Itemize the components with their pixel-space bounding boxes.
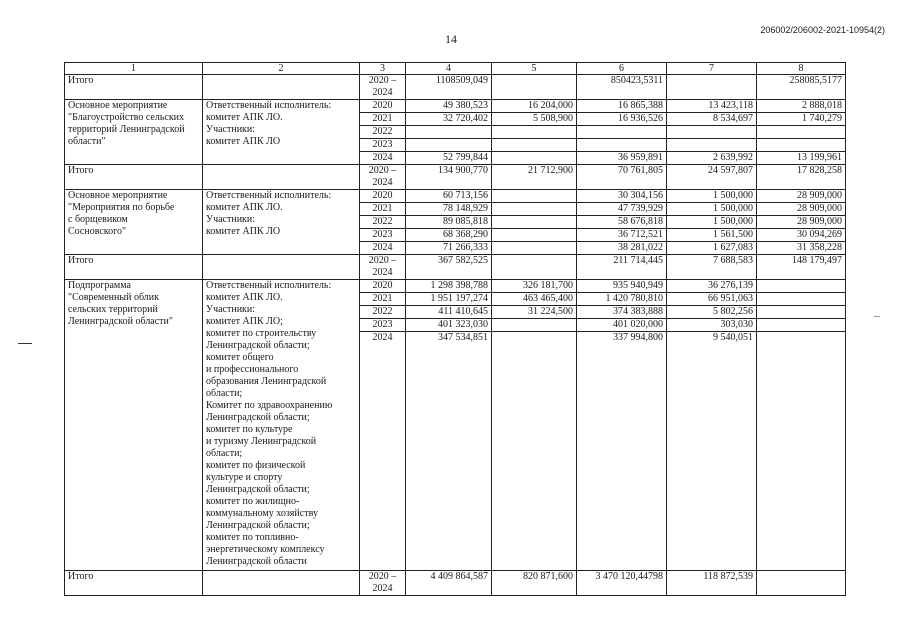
value-cell: 38 281,022 <box>577 242 667 255</box>
value-cell: 367 582,525 <box>406 255 492 280</box>
value-cell: 36 959,891 <box>577 152 667 165</box>
value-cell <box>577 126 667 139</box>
value-cell: 2 639,992 <box>667 152 757 165</box>
table-row <box>65 75 846 100</box>
margin-mark <box>18 343 32 344</box>
year-cell: 2021 <box>360 203 406 216</box>
document-code: 206002/206002-2021-10954(2) <box>760 25 885 35</box>
col-header: 2 <box>203 63 360 75</box>
year-cell: 2023 <box>360 229 406 242</box>
year-cell: 2020 <box>360 280 406 293</box>
value-cell: 68 368,290 <box>406 229 492 242</box>
value-cell <box>577 139 667 152</box>
value-cell: 401 020,000 <box>577 319 667 332</box>
value-cell <box>667 139 757 152</box>
year-cell: 2020 <box>360 190 406 203</box>
value-cell <box>492 139 577 152</box>
row-label: Итого <box>65 255 203 280</box>
value-cell: 21 712,900 <box>492 165 577 190</box>
value-cell: 47 739,929 <box>577 203 667 216</box>
margin-mark-right <box>874 316 880 317</box>
value-cell <box>757 571 846 596</box>
value-cell <box>406 126 492 139</box>
row-label: Итого <box>65 165 203 190</box>
value-cell: 9 540,051 <box>667 332 757 571</box>
value-cell <box>492 203 577 216</box>
value-cell: 17 828,258 <box>757 165 846 190</box>
row-label: Итого <box>65 75 203 100</box>
value-cell <box>492 332 577 571</box>
year-cell: 2020 – 2024 <box>360 75 406 100</box>
year-cell: 2020 – 2024 <box>360 255 406 280</box>
value-cell: 31 358,228 <box>757 242 846 255</box>
header-row <box>65 63 846 75</box>
value-cell: 30 094,269 <box>757 229 846 242</box>
year-cell: 2020 – 2024 <box>360 165 406 190</box>
value-cell: 1 298 398,788 <box>406 280 492 293</box>
value-cell: 49 380,523 <box>406 100 492 113</box>
value-cell: 28 909,000 <box>757 203 846 216</box>
value-cell <box>757 332 846 571</box>
responsible-cell <box>203 571 360 596</box>
value-cell: 463 465,400 <box>492 293 577 306</box>
table-row <box>65 280 846 293</box>
value-cell: 16 936,526 <box>577 113 667 126</box>
value-cell <box>492 152 577 165</box>
year-cell: 2024 <box>360 242 406 255</box>
value-cell <box>492 229 577 242</box>
year-cell: 2021 <box>360 113 406 126</box>
page-number: 14 <box>445 32 457 46</box>
value-cell: 60 713,156 <box>406 190 492 203</box>
value-cell <box>492 319 577 332</box>
value-cell: 1 500,000 <box>667 203 757 216</box>
value-cell <box>757 280 846 293</box>
value-cell: 347 534,851 <box>406 332 492 571</box>
value-cell: 935 940,949 <box>577 280 667 293</box>
row-label: Итого <box>65 571 203 596</box>
value-cell: 303,030 <box>667 319 757 332</box>
value-cell <box>492 242 577 255</box>
year-cell: 2022 <box>360 216 406 229</box>
value-cell: 28 909,000 <box>757 216 846 229</box>
value-cell: 66 951,063 <box>667 293 757 306</box>
col-header: 4 <box>406 63 492 75</box>
budget-table <box>64 62 846 596</box>
col-header: 3 <box>360 63 406 75</box>
value-cell <box>492 255 577 280</box>
value-cell: 337 994,800 <box>577 332 667 571</box>
value-cell: 28 909,000 <box>757 190 846 203</box>
table-row <box>65 571 846 596</box>
year-cell: 2020 – 2024 <box>360 571 406 596</box>
value-cell: 211 714,445 <box>577 255 667 280</box>
col-header: 8 <box>757 63 846 75</box>
value-cell: 134 900,770 <box>406 165 492 190</box>
value-cell <box>406 139 492 152</box>
col-header: 5 <box>492 63 577 75</box>
year-cell: 2020 <box>360 100 406 113</box>
value-cell: 70 761,805 <box>577 165 667 190</box>
col-header: 6 <box>577 63 667 75</box>
value-cell: 5 802,256 <box>667 306 757 319</box>
value-cell: 30 304,156 <box>577 190 667 203</box>
value-cell: 16 865,388 <box>577 100 667 113</box>
value-cell: 13 423,118 <box>667 100 757 113</box>
value-cell <box>757 306 846 319</box>
year-cell: 2023 <box>360 319 406 332</box>
value-cell: 1108509,049 <box>406 75 492 100</box>
col-header: 1 <box>65 63 203 75</box>
year-cell: 2024 <box>360 152 406 165</box>
value-cell: 326 181,700 <box>492 280 577 293</box>
value-cell: 1 951 197,274 <box>406 293 492 306</box>
value-cell <box>757 139 846 152</box>
value-cell: 58 676,818 <box>577 216 667 229</box>
responsible-cell: Ответственный исполнитель: комитет АПК ЛО. Участники: комитет АПК ЛО <box>203 190 360 255</box>
value-cell <box>757 293 846 306</box>
value-cell: 7 688,583 <box>667 255 757 280</box>
value-cell: 374 383,888 <box>577 306 667 319</box>
value-cell <box>492 216 577 229</box>
table-row <box>65 255 846 280</box>
value-cell: 13 199,961 <box>757 152 846 165</box>
value-cell: 32 720,402 <box>406 113 492 126</box>
value-cell: 1 420 780,810 <box>577 293 667 306</box>
value-cell <box>757 126 846 139</box>
value-cell: 78 148,929 <box>406 203 492 216</box>
table-row <box>65 190 846 203</box>
value-cell: 401 323,030 <box>406 319 492 332</box>
value-cell <box>667 75 757 100</box>
year-cell: 2021 <box>360 293 406 306</box>
value-cell: 4 409 864,587 <box>406 571 492 596</box>
value-cell: 258085,5177 <box>757 75 846 100</box>
value-cell: 89 085,818 <box>406 216 492 229</box>
value-cell: 1 627,083 <box>667 242 757 255</box>
subprogram-description: Подпрограмма "Современный облик сельских территорий Ленинградской области" <box>65 280 203 571</box>
value-cell: 118 872,539 <box>667 571 757 596</box>
year-cell: 2024 <box>360 332 406 571</box>
table-row <box>65 165 846 190</box>
table-row <box>65 100 846 113</box>
col-header: 7 <box>667 63 757 75</box>
value-cell: 1 740,279 <box>757 113 846 126</box>
value-cell: 1 500,000 <box>667 216 757 229</box>
value-cell: 820 871,600 <box>492 571 577 596</box>
measure-description: Основное мероприятие "Благоустройство сельских территорий Ленинградской области" <box>65 100 203 165</box>
value-cell: 71 266,333 <box>406 242 492 255</box>
year-cell: 2022 <box>360 306 406 319</box>
value-cell: 1 500,000 <box>667 190 757 203</box>
responsible-cell <box>203 165 360 190</box>
value-cell: 24 597,807 <box>667 165 757 190</box>
value-cell: 36 276,139 <box>667 280 757 293</box>
responsible-cell: Ответственный исполнитель: комитет АПК ЛО. Участники: комитет АПК ЛО <box>203 100 360 165</box>
value-cell <box>492 75 577 100</box>
value-cell: 850423,5311 <box>577 75 667 100</box>
value-cell: 31 224,500 <box>492 306 577 319</box>
value-cell: 2 888,018 <box>757 100 846 113</box>
value-cell <box>667 126 757 139</box>
value-cell: 8 534,697 <box>667 113 757 126</box>
value-cell: 16 204,000 <box>492 100 577 113</box>
value-cell: 148 179,497 <box>757 255 846 280</box>
responsible-cell: Ответственный исполнитель: комитет АПК ЛО. Участники: комитет АПК ЛО; комитет по строительству Ленинградской области; комитет общего и профессионального образования Ленинградской области; Комитет по здравоохранению Ленинградской области; комитет по культуре и туризму Ленинградской области; комитет по физической культуре и спорту Ленинградской области; комитет по жилищно- коммунальному хозяйству Ленинградской области; комитет по топливно- энергетическому комплексу Ленинградской области <box>203 280 360 571</box>
year-cell: 2023 <box>360 139 406 152</box>
responsible-cell <box>203 255 360 280</box>
value-cell <box>757 319 846 332</box>
year-cell: 2022 <box>360 126 406 139</box>
value-cell: 36 712,521 <box>577 229 667 242</box>
responsible-cell <box>203 75 360 100</box>
value-cell <box>492 190 577 203</box>
value-cell: 5 508,900 <box>492 113 577 126</box>
value-cell: 3 470 120,44798 <box>577 571 667 596</box>
value-cell <box>492 126 577 139</box>
value-cell: 1 561,500 <box>667 229 757 242</box>
value-cell: 52 799,844 <box>406 152 492 165</box>
measure-description: Основное мероприятие "Мероприятия по борьбе с борщевиком Сосновского" <box>65 190 203 255</box>
value-cell: 411 410,645 <box>406 306 492 319</box>
